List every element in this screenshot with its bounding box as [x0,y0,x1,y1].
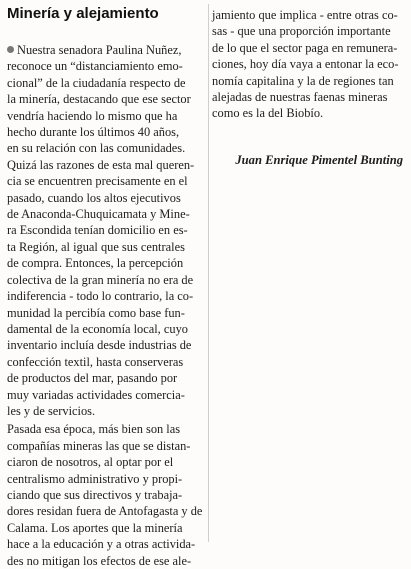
text-line: munidad la percibía como base fun- [7,305,185,320]
text-line: Quizá las razones de esta mal queren- [7,157,195,172]
text-line: Nuestra senadora Paulina Nuñez, [7,42,207,58]
text-line: indiferencia - todo lo contrario, la co- [7,289,194,304]
text-line: la minería, destacando que ese sector [7,92,191,107]
text-line: inventario incluía desde industrias de [7,338,192,353]
right-column [212,7,406,122]
text-line: hace a la educación y a otras activida- [7,537,196,552]
text-line: sas - que una proporción importante [212,24,391,39]
text-line: des no mitigan los efectos de ese ale- [7,553,192,568]
text-line: Calama. Los aportes que la minería [7,520,183,535]
text-line: ciaron de nosotros, al optar por el [7,455,174,470]
text-line: cia se encuentren precisamente en el [7,174,188,189]
text-line: muy variadas actividades comercia- [7,387,185,402]
text-line: colectiva de la gran minería no era de [7,272,194,287]
text-line: centralismo administrativo y propi- [7,471,183,486]
article-title: Minería y alejamiento [7,5,159,22]
text-line: pasado, cuando los altos ejecutivos [7,190,181,205]
text-line: ciando que sus directivos y trabaja- [7,487,183,502]
text-line: vendría haciendo lo mismo que ha [7,108,178,123]
text-line: en su relación con las comunidades. [7,141,186,156]
text-line: les y de servicios. [7,403,96,418]
text-line: como es la del Biobío. [212,106,324,121]
text-line: compañías mineras las que se distan- [7,438,191,453]
text-line: ciones, hoy día vaya a entonar la eco- [212,57,399,72]
paragraph-2-continued [212,7,406,122]
text-line: ra Escondida tenían domicilio en es- [7,223,188,238]
column-divider [208,4,209,542]
text-line: de Anaconda-Chuquicamata y Mine- [7,207,190,222]
text-line: Pasada esa época, más bien son las [7,422,181,437]
left-column [7,42,207,569]
text-line: reconoce un “distanciamiento emo- [7,59,183,74]
text-line: nomía capitalina y la de regiones tan [212,73,394,88]
text-line: de productos del mar, pasando por [7,371,178,386]
text-line: alejadas de nuestras faenas mineras [212,90,388,105]
text-line: de lo que el sector paga en remunera- [212,40,398,55]
text-line: dores residan fuera de Antofagasta y de [7,504,203,519]
text-line: ta Región, al igual que sus centrales [7,239,185,254]
author-signature: Juan Enrique Pimentel Bunting [235,153,403,167]
text-line: de compra. Entonces, la percepción [7,256,184,271]
paragraph-1 [7,42,207,419]
text-line: cional” de la ciudadanía respecto de [7,75,186,90]
text-line: confección textil, hasta conserveras [7,354,184,369]
text-line: hecho durante los últimos 40 años, [7,125,180,140]
bullet-icon [7,46,14,53]
text-line: damental de la economía local, cuyo [7,321,188,336]
text-line: jamiento que implica - entre otras co- [212,8,398,22]
